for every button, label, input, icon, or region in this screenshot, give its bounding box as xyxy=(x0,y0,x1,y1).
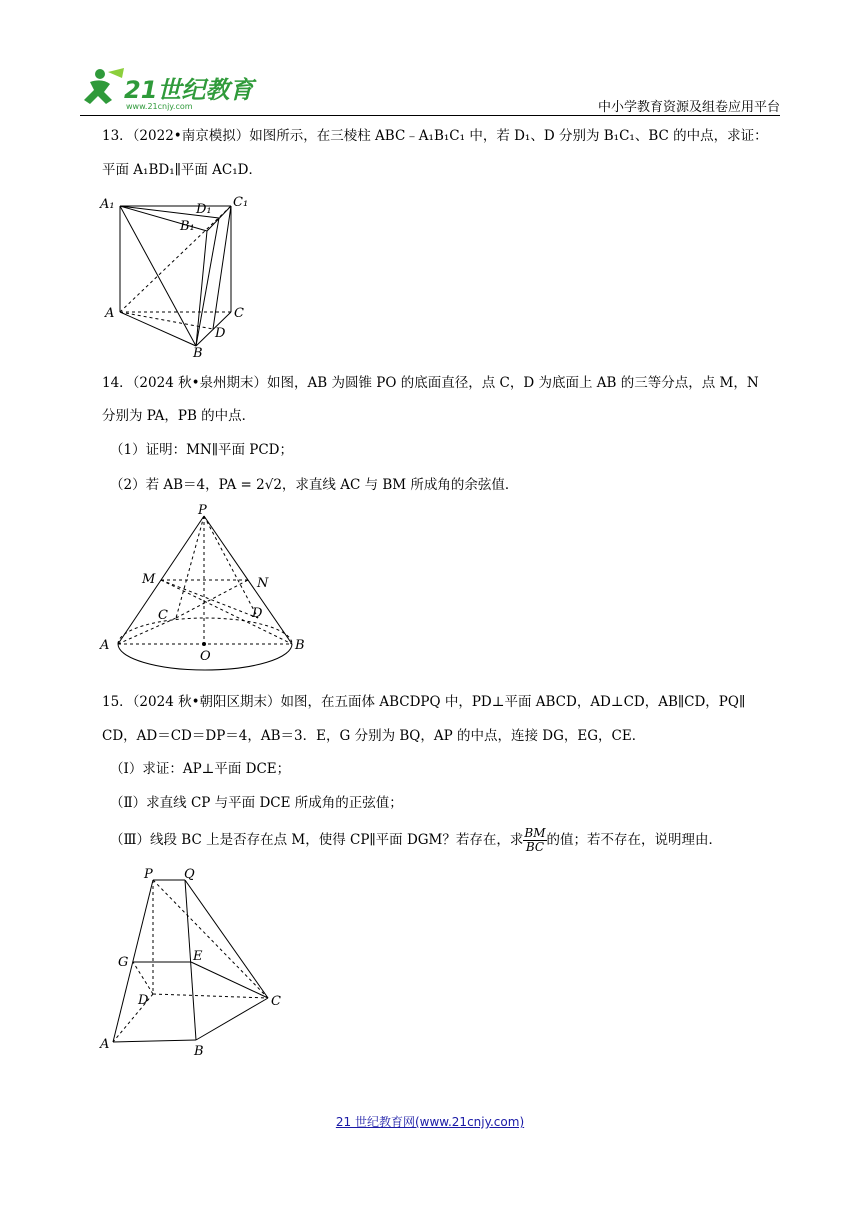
label-A: A xyxy=(100,1037,110,1052)
label-N: N xyxy=(257,576,269,591)
q15-figure xyxy=(98,862,288,1058)
q13-line2: 平面 A₁BD₁∥平面 AC₁D． xyxy=(102,162,262,178)
label-C: C xyxy=(234,306,244,321)
header-divider xyxy=(80,115,780,116)
platform-title: 中小学教育资源及组卷应用平台 xyxy=(597,100,780,115)
label-Q: Q xyxy=(184,867,195,882)
label-G: G xyxy=(118,955,129,970)
label-C: C xyxy=(271,994,281,1009)
page-footer xyxy=(0,1113,860,1130)
q15-part3-text-b: 的值；若不存在，说明理由． xyxy=(546,832,722,848)
ratio-fraction xyxy=(523,827,546,854)
center-point xyxy=(202,642,206,646)
label-P: P xyxy=(144,867,153,882)
q14-part2: （2）若 AB＝4，PA = 2√2，求直线 AC 与 BM 所成角的余弦值． xyxy=(110,477,519,493)
label-C1: C₁ xyxy=(233,195,249,210)
svg-text:www.21cnjy.com: www.21cnjy.com xyxy=(126,102,193,111)
label-B: B xyxy=(193,346,203,358)
label-B: B xyxy=(194,1044,204,1058)
q15-line2: CD，AD＝CD＝DP＝4，AB＝3．E，G 分别为 BQ，AP 的中点，连接 DG，EG，CE． xyxy=(102,728,646,744)
label-D1: D₁ xyxy=(196,202,212,217)
label-D: D xyxy=(252,606,263,621)
q15-part2: （Ⅱ）求直线 CP 与平面 DCE 所成角的正弦值； xyxy=(110,795,403,811)
label-C: C xyxy=(158,608,168,623)
label-P: P xyxy=(198,503,207,518)
footer-link[interactable]: 21 世纪教育网(www.21cnjy.com) xyxy=(335,1115,525,1129)
logo xyxy=(80,66,260,112)
fraction-numerator: BM xyxy=(524,826,546,840)
q13-line1: 13．（2022•南京模拟）如图所示，在三棱柱 ABC﹣A₁B₁C₁ 中，若 D₁、D 分别为 B₁C₁、BC 的中点，求证： xyxy=(102,128,768,144)
label-D: D xyxy=(215,326,226,341)
label-M: M xyxy=(142,572,156,587)
label-A: A xyxy=(100,638,110,653)
q14-part1: （1）证明：MN∥平面 PCD； xyxy=(110,442,293,458)
runner-icon xyxy=(84,68,124,104)
q15-line1: 15．（2024 秋•朝阳区期末）如图，在五面体 ABCDPQ 中，PD⊥平面 ABCD，AD⊥CD，AB∥CD，PQ∥ xyxy=(102,694,746,710)
label-D: D xyxy=(138,993,149,1008)
fraction-denominator: BC xyxy=(525,840,545,854)
q14-line2: 分别为 PA，PB 的中点． xyxy=(102,408,256,424)
label-E: E xyxy=(193,949,203,964)
label-B: B xyxy=(295,638,305,653)
page-header xyxy=(80,66,780,118)
svg-text:21世纪教育: 21世纪教育 xyxy=(124,76,254,104)
q14-figure xyxy=(98,502,308,676)
label-A: A xyxy=(105,306,115,321)
q13-figure xyxy=(98,188,258,358)
q14-line1: 14．（2024 秋•泉州期末）如图，AB 为圆锥 PO 的底面直径，点 C，D 为底面上 AB 的三等分点，点 M，N xyxy=(102,375,759,391)
q15-part3-text-a: （Ⅲ）线段 BC 上是否存在点 M，使得 CP∥平面 DGM？若存在，求 xyxy=(110,832,524,848)
label-B1: B₁ xyxy=(180,219,195,234)
label-O: O xyxy=(200,649,211,664)
q15-part1: （Ⅰ）求证：AP⊥平面 DCE； xyxy=(110,761,291,777)
q15-part3 xyxy=(110,823,790,857)
label-A1: A₁ xyxy=(100,197,115,212)
